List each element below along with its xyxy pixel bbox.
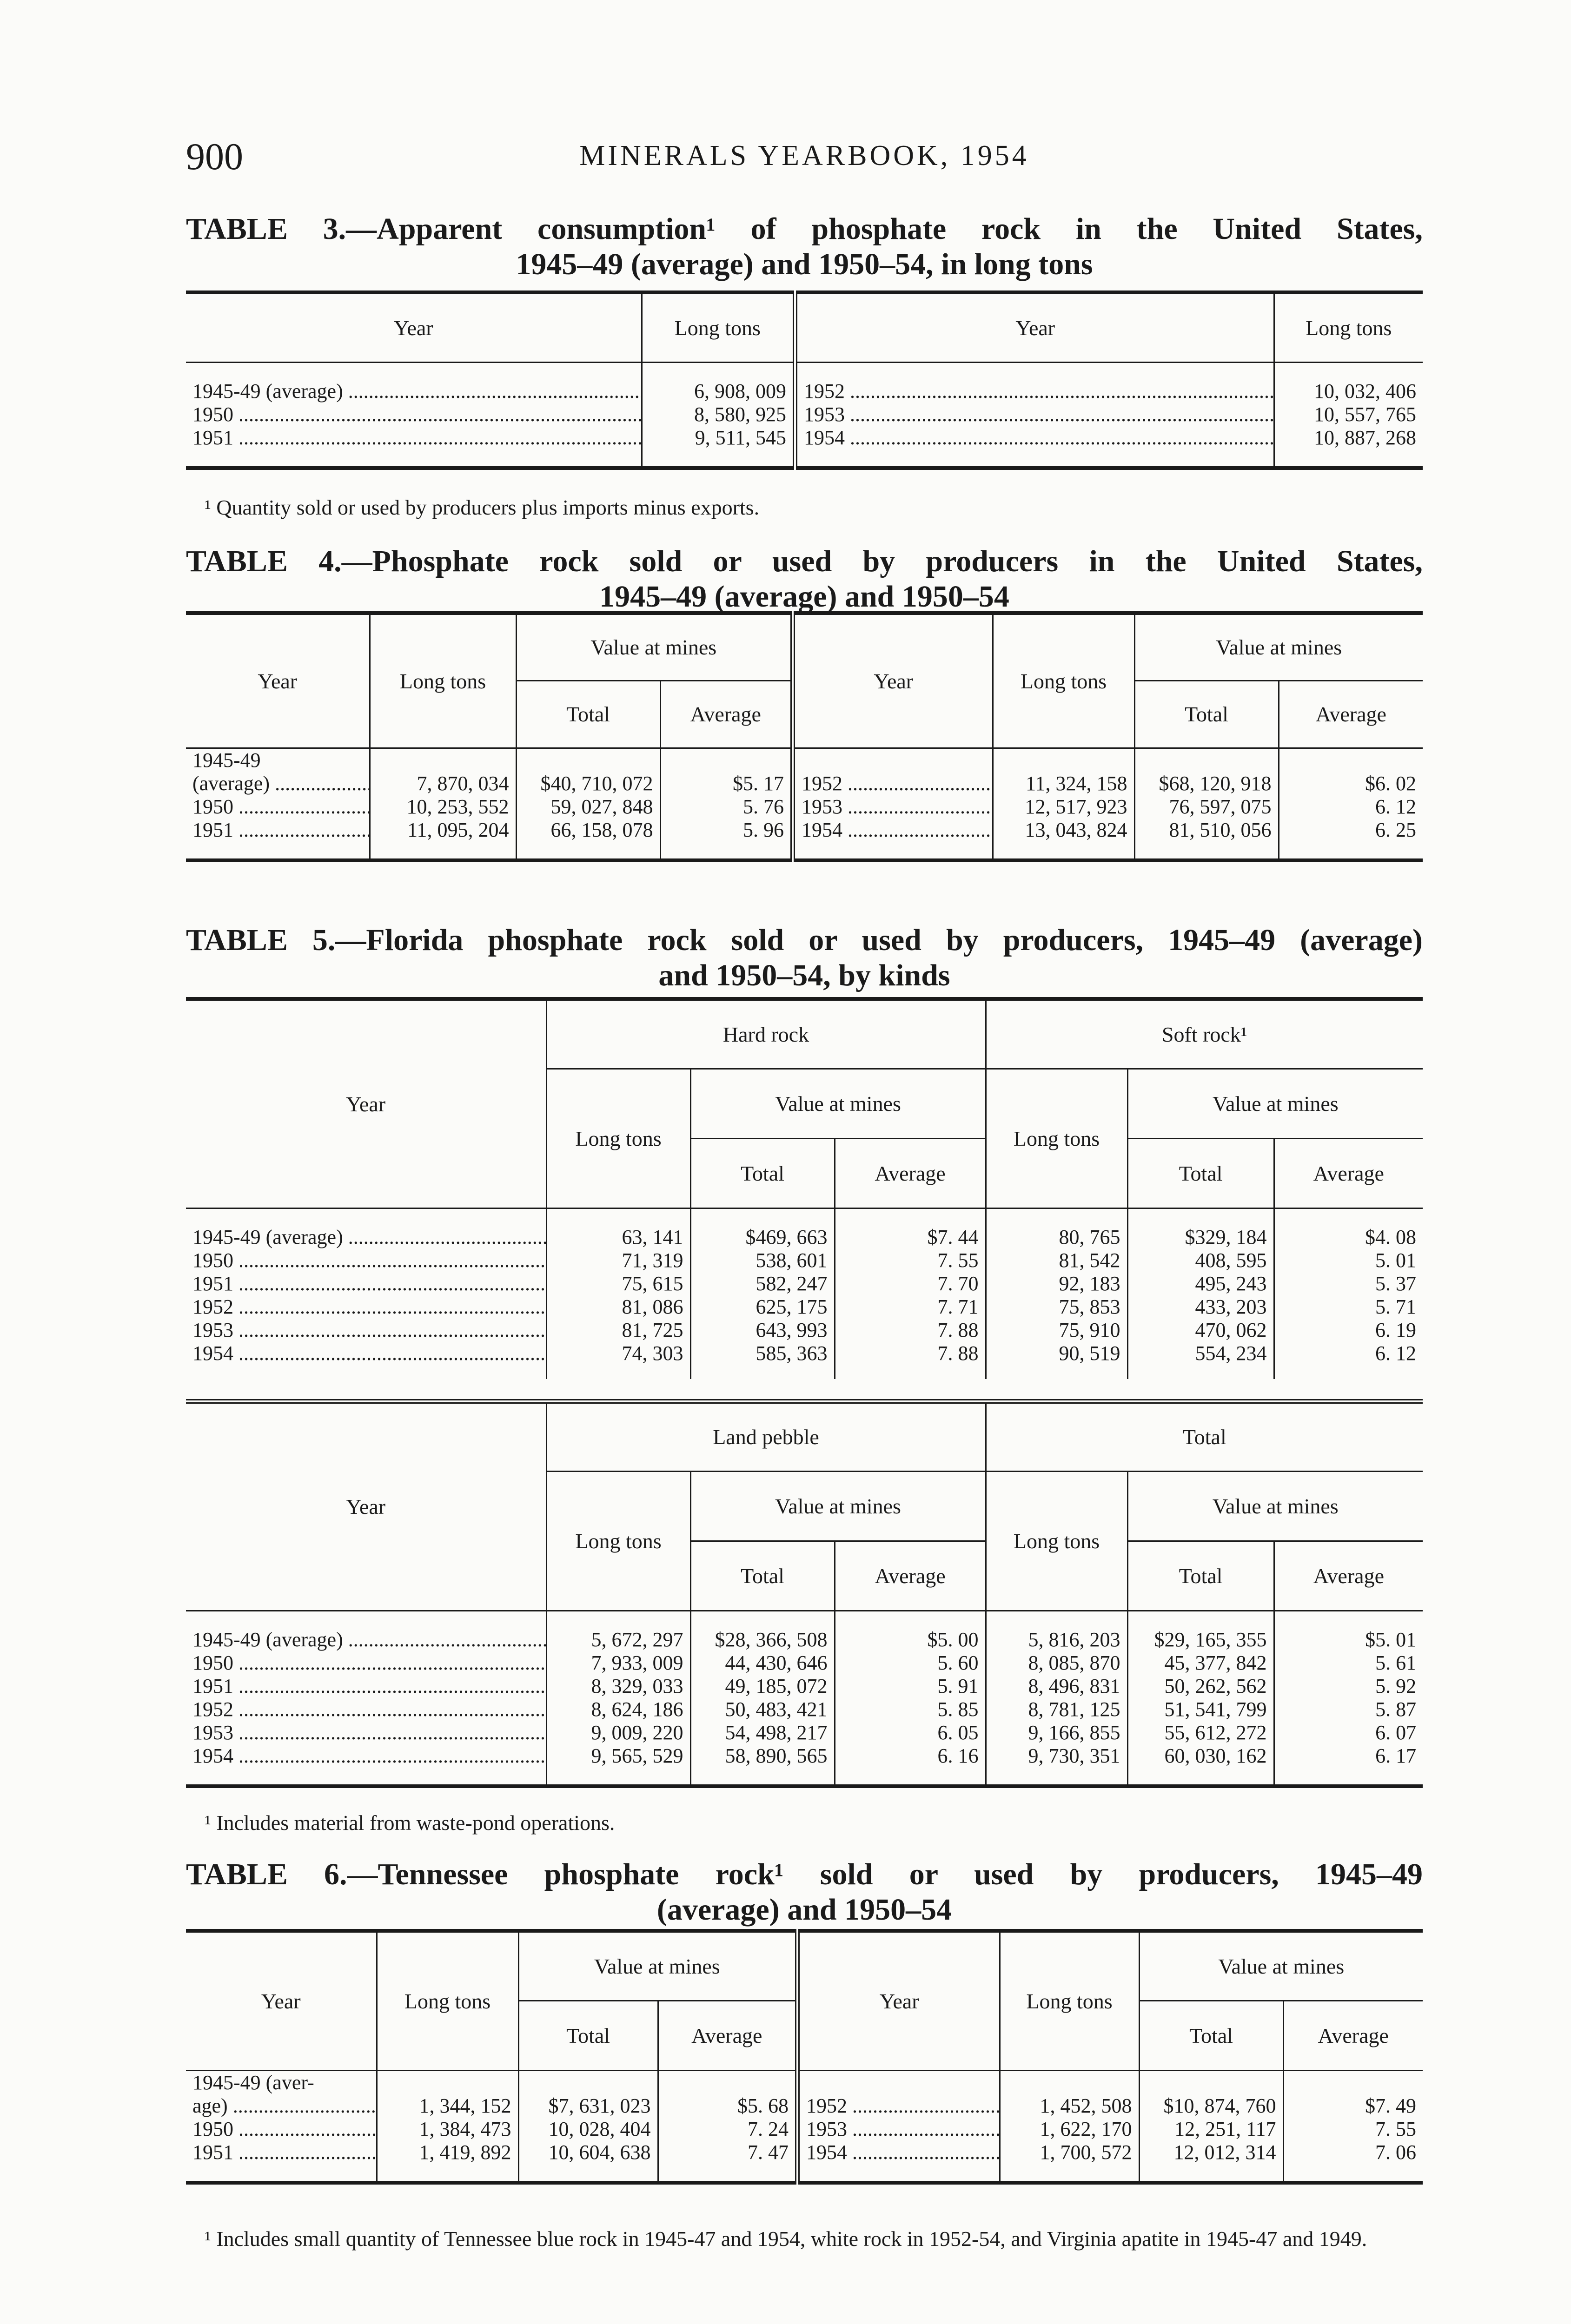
table5-part2-l-tons: 5, 672, 297: [546, 1628, 690, 1651]
table3-left-tons: 8, 580, 925: [642, 403, 795, 426]
table4-header-value-right: Value at mines: [1134, 613, 1423, 680]
table-row: [186, 403, 1423, 426]
table6-left-average: 7. 24: [658, 2118, 797, 2141]
table3-caption: [186, 211, 1423, 282]
table4-right-average: 6. 12: [1375, 795, 1416, 818]
table4-left-year: [186, 795, 370, 819]
table-row: [186, 1342, 1423, 1365]
table4-left-year: [186, 819, 370, 842]
table5-part1-h-average: 7. 71: [835, 1295, 986, 1319]
table6-right-year: [797, 2118, 1000, 2141]
table4-header-year-right: Year: [793, 613, 993, 748]
table5-part2-l-total: 54, 498, 217: [690, 1721, 835, 1744]
table5-part1-s-tons: 75, 853: [986, 1295, 1127, 1319]
table6-header-year-left: Year: [186, 1931, 377, 2070]
table4-caption: [186, 544, 1423, 614]
table5-part1-h-tons: 75, 615: [546, 1272, 690, 1295]
table5-part2-l-total: 58, 890, 565: [690, 1744, 835, 1768]
table4-right-year-text: 1954 .....: [802, 819, 993, 841]
table6-empty-cell: [377, 2070, 518, 2094]
table5-part1-h-total: 582, 247: [690, 1272, 835, 1295]
table6-right-tons: 1, 622, 170: [1000, 2118, 1139, 2141]
table3-right-year: [795, 403, 1274, 426]
table-row: [186, 2070, 1423, 2094]
table6-empty-cell: [797, 2070, 1000, 2094]
table6-left-year: [186, 2141, 377, 2164]
table6-right-tons: 1, 452, 508: [1000, 2094, 1139, 2118]
table4-right-year: [793, 795, 993, 819]
table5-part2-l-total: 50, 483, 421: [690, 1698, 835, 1721]
table-row: [186, 748, 1423, 772]
table-row: [186, 2094, 1423, 2118]
table6-right-year-text: 1953 .....: [806, 2118, 1000, 2140]
table5-part2-l-average: 6. 05: [835, 1721, 986, 1744]
table4-left-year-text: 1950 .....: [192, 795, 370, 818]
table6-header-avg-right: Average: [1318, 2023, 1389, 2047]
table6-caption: [186, 1857, 1423, 1928]
table5-part1-year-text: 1950 .....: [192, 1249, 546, 1272]
table5-part2-t-average: 5. 92: [1375, 1674, 1417, 1697]
table5-part2-year-text: 1952 .....: [192, 1698, 546, 1721]
table4-header-total-right: Total: [1134, 680, 1279, 748]
table3: [186, 290, 1423, 470]
table-row: [186, 380, 1423, 403]
page-number: 900: [186, 135, 243, 178]
table5-part1-s-average: 6. 12: [1375, 1341, 1417, 1365]
table5b-header-total-tons: Long tons: [986, 1471, 1127, 1611]
table4-header-tons-left: Long tons: [370, 613, 516, 748]
table5a-header-soft-tons: Long tons: [986, 1069, 1127, 1208]
table4-left-year-text: 1951 .....: [192, 819, 370, 841]
table5-part1-year-text: 1954 .....: [192, 1342, 546, 1365]
table6-left-year-text: age) .....: [192, 2094, 377, 2117]
table3-right-year-text: 1954 .....: [804, 426, 1274, 449]
table5b-header-land-avg: Average: [835, 1541, 986, 1611]
table-row: [186, 1721, 1423, 1744]
table5-part2-year-text: 1951 .....: [192, 1675, 546, 1697]
table4-caption-line2: 1945–49 (average) and 1950–54: [599, 580, 1009, 614]
table6-empty-cell: [518, 2070, 658, 2094]
table5a-header-hard-value: Value at mines: [690, 1069, 986, 1138]
table5-part1-s-total: 495, 243: [1127, 1272, 1274, 1295]
table-row: [186, 2118, 1423, 2141]
table5-part2-year: [186, 1651, 546, 1675]
table6-header-tons-left: Long tons: [377, 1931, 518, 2070]
table-row: [186, 2141, 1423, 2164]
table5b-header-land-pebble: Land pebble: [546, 1401, 986, 1471]
table5-part1-h-tons: 81, 086: [546, 1295, 690, 1319]
table5-part2-l-tons: 9, 565, 529: [546, 1744, 690, 1768]
table5-part2-year-text: 1953 .....: [192, 1721, 546, 1744]
table6-empty-cell: [1000, 2070, 1139, 2094]
table5-part1-year: [186, 1272, 546, 1295]
table5-part2-body: [186, 1611, 1423, 1768]
table-row: [186, 1744, 1423, 1768]
table5-part2-l-tons: 9, 009, 220: [546, 1721, 690, 1744]
table5-part1-s-tons: 92, 183: [986, 1272, 1127, 1295]
table5-part1-s-total: 470, 062: [1127, 1319, 1274, 1342]
table6-right-average: 7. 55: [1375, 2117, 1416, 2140]
table5-part1-s-tons: 75, 910: [986, 1319, 1127, 1342]
table5a-header-soft-rock: Soft rock¹: [986, 999, 1423, 1069]
table5-part1-s-total: 408, 595: [1127, 1249, 1274, 1272]
table6-header-year-right: Year: [797, 1931, 1000, 2070]
table4-empty-cell: [516, 748, 660, 772]
table5-part2-t-average: 6. 07: [1375, 1721, 1417, 1744]
table5-part2-t-total: 51, 541, 799: [1127, 1698, 1274, 1721]
table6-left-total: 10, 604, 638: [518, 2141, 658, 2164]
table5-part1-s-total: 554, 234: [1127, 1342, 1274, 1365]
table4-left-tons: 11, 095, 204: [370, 819, 516, 842]
table5-part1-year-text: 1951 .....: [192, 1272, 546, 1295]
table5a-header-soft-value: Value at mines: [1127, 1069, 1423, 1138]
table6-header-total-left: Total: [518, 2000, 658, 2070]
table4-empty-cell: [1134, 748, 1279, 772]
table5-part1-h-total: 643, 993: [690, 1319, 835, 1342]
table5-part2-l-tons: 8, 329, 033: [546, 1675, 690, 1698]
table5-part1-s-average: 5. 37: [1375, 1272, 1417, 1295]
table5a-header-hard-tons: Long tons: [546, 1069, 690, 1208]
table5-part1-h-tons: 74, 303: [546, 1342, 690, 1365]
table4-left-year: [186, 772, 370, 795]
table5-part1-s-average: $4. 08: [1365, 1225, 1417, 1248]
table3-footnote: ¹ Quantity sold or used by producers plus imports minus exports.: [205, 495, 760, 519]
table6-header-avg-left: Average: [658, 2000, 797, 2070]
table5-part1-year-text: 1952 .....: [192, 1295, 546, 1318]
table5-part1-s-tons: 81, 542: [986, 1249, 1127, 1272]
table5-part2-l-average: 5. 85: [835, 1698, 986, 1721]
table5-caption-line2: and 1950–54, by kinds: [658, 958, 950, 992]
table3-header-year-left: Year: [186, 292, 642, 362]
table6-left-year: [186, 2094, 377, 2118]
table4-left-year-text: (average) .....: [192, 772, 370, 795]
table5a-header-hard-total: Total: [690, 1138, 835, 1208]
table4-header-total-left: Total: [516, 680, 660, 748]
table4-left-total: 59, 027, 848: [516, 795, 660, 819]
table4-header-year-left: Year: [186, 613, 370, 748]
table5-part2-t-average: 5. 61: [1375, 1651, 1417, 1674]
table-row: [186, 1675, 1423, 1698]
table5-part2-t-tons: 5, 816, 203: [986, 1628, 1127, 1651]
table5-part2-t-average: 6. 17: [1375, 1744, 1417, 1767]
table4-header-tons-right: Long tons: [993, 613, 1134, 748]
table6-header-value-right: Value at mines: [1139, 1931, 1423, 2000]
table5-part1-s-total: 433, 203: [1127, 1295, 1274, 1319]
table4-right-total: 81, 510, 056: [1134, 819, 1279, 842]
table5-part2-l-total: 44, 430, 646: [690, 1651, 835, 1675]
table-row: [186, 1628, 1423, 1651]
table5-part1-s-tons: 90, 519: [986, 1342, 1127, 1365]
table5-footnote: ¹ Includes material from waste-pond operations.: [205, 1811, 615, 1835]
table6-left-average: 7. 47: [658, 2141, 797, 2164]
table-row: [186, 772, 1423, 795]
table6: [186, 1929, 1423, 2185]
table3-left-tons: 9, 511, 545: [642, 426, 795, 449]
table3-left-year: [186, 426, 642, 449]
table4-left-total: $40, 710, 072: [516, 772, 660, 795]
table3-header-tons-right: Long tons: [1274, 292, 1423, 362]
table5-part2-l-tons: 8, 624, 186: [546, 1698, 690, 1721]
table6-empty-cell: [1283, 2070, 1423, 2094]
table6-right-year: [797, 2094, 1000, 2118]
table5-part2-l-total: $28, 366, 508: [690, 1628, 835, 1651]
table5-part1-h-total: 538, 601: [690, 1249, 835, 1272]
table6-right-year: [797, 2141, 1000, 2164]
table5-part2-year: [186, 1628, 546, 1651]
table6-header-total-right: Total: [1139, 2000, 1283, 2070]
table5-part1-year: [186, 1226, 546, 1249]
table5-part1-s-average: 6. 19: [1375, 1318, 1417, 1341]
table5-part1-year: [186, 1342, 546, 1365]
table3-left-year-text: 1945-49 (average) .....: [192, 380, 642, 403]
table4: [186, 611, 1423, 862]
table-row: [186, 1651, 1423, 1675]
table3-caption-line1: TABLE 3.—Apparent consumption¹ of phosphate rock in the United States,: [186, 212, 1423, 246]
table4-left-year-line1: 1945-49: [186, 748, 370, 772]
table5-caption-line1: TABLE 5.—Florida phosphate rock sold or used by producers, 1945–49 (average): [186, 923, 1423, 957]
table6-left-year-line1: 1945-49 (aver-: [186, 2070, 377, 2094]
table5-part2-t-average: $5. 01: [1365, 1628, 1417, 1651]
table5b-header-total: Total: [986, 1401, 1423, 1471]
table5-part1-h-average: 7. 88: [835, 1342, 986, 1365]
table5-part2-t-average: 5. 87: [1375, 1697, 1417, 1721]
table4-right-tons: 13, 043, 824: [993, 819, 1134, 842]
table5-part1-h-total: $469, 663: [690, 1226, 835, 1249]
table5-part2-l-total: 49, 185, 072: [690, 1675, 835, 1698]
table-row: [186, 795, 1423, 819]
table-row: [186, 1249, 1423, 1272]
table5-part1-body: [186, 1208, 1423, 1365]
table4-right-year-text: 1952 .....: [802, 772, 993, 795]
table6-left-tons: 1, 419, 892: [377, 2141, 518, 2164]
table3-left-year: [186, 380, 642, 403]
table-row: [186, 1272, 1423, 1295]
table5a-header-soft-avg: Average: [1313, 1161, 1384, 1185]
table4-right-average: $6. 02: [1365, 772, 1416, 795]
table5b-header-land-value: Value at mines: [690, 1471, 986, 1541]
table3-left-year: [186, 403, 642, 426]
table4-empty-cell: [1279, 748, 1423, 772]
table6-body: [186, 2070, 1423, 2164]
table4-empty-cell: [993, 748, 1134, 772]
table4-header-value-left: Value at mines: [516, 613, 793, 680]
table4-right-year: [793, 772, 993, 795]
table6-left-tons: 1, 384, 473: [377, 2118, 518, 2141]
table5-part1-s-average: 5. 71: [1375, 1295, 1417, 1318]
table3-right-year-text: 1952 .....: [804, 380, 1274, 403]
table5-part1-year: [186, 1295, 546, 1319]
table-row: [186, 426, 1423, 449]
table3-header-tons-left: Long tons: [642, 292, 795, 362]
table6-header-value-left: Value at mines: [518, 1931, 797, 2000]
table6-right-total: 12, 251, 117: [1139, 2118, 1283, 2141]
table4-header-avg-right: Average: [1315, 702, 1386, 726]
table5-part1-year-text: 1953 .....: [192, 1319, 546, 1341]
table5-part2-t-tons: 9, 730, 351: [986, 1744, 1127, 1768]
table5-part2-l-tons: 7, 933, 009: [546, 1651, 690, 1675]
table6-right-year-text: 1952 .....: [806, 2094, 1000, 2117]
table4-empty-cell: [660, 748, 793, 772]
table5-part2-t-tons: 8, 496, 831: [986, 1675, 1127, 1698]
table4-left-average: 5. 76: [660, 795, 793, 819]
table6-empty-cell: [1139, 2070, 1283, 2094]
table6-right-total: $10, 874, 760: [1139, 2094, 1283, 2118]
table5b-header-total-total: Total: [1127, 1541, 1274, 1611]
table6-left-year-text: 1951 .....: [192, 2141, 377, 2164]
table6-left-year: [186, 2118, 377, 2141]
table6-right-total: 12, 012, 314: [1139, 2141, 1283, 2164]
table4-right-total: 76, 597, 075: [1134, 795, 1279, 819]
table5-part1: [186, 997, 1423, 1379]
table5-part2-year-text: 1945-49 (average) .....: [192, 1628, 546, 1651]
table6-left-average: $5. 68: [658, 2094, 797, 2118]
table4-left-tons: 7, 870, 034: [370, 772, 516, 795]
table5-part2-t-total: 60, 030, 162: [1127, 1744, 1274, 1768]
table4-left-average: 5. 96: [660, 819, 793, 842]
table6-left-year-text: 1950 .....: [192, 2118, 377, 2140]
table5-part2-t-total: $29, 165, 355: [1127, 1628, 1274, 1651]
table-row: [186, 1295, 1423, 1319]
table5a-header-hard-rock: Hard rock: [546, 999, 986, 1069]
table4-right-average: 6. 25: [1375, 818, 1416, 841]
table5-part1-h-tons: 63, 141: [546, 1226, 690, 1249]
table5-part2-l-average: 5. 60: [835, 1651, 986, 1675]
table5a-header-soft-total: Total: [1127, 1138, 1274, 1208]
table4-right-year: [793, 819, 993, 842]
table3-left-year-text: 1950 .....: [192, 403, 642, 426]
table4-caption-line1: TABLE 4.—Phosphate rock sold or used by producers in the United States,: [186, 544, 1423, 578]
table5-part2-t-total: 50, 262, 562: [1127, 1675, 1274, 1698]
table5-part1-h-average: 7. 70: [835, 1272, 986, 1295]
table5-part1-s-tons: 80, 765: [986, 1226, 1127, 1249]
table4-left-tons: 10, 253, 552: [370, 795, 516, 819]
running-header: [186, 135, 1423, 177]
table5-part2-t-tons: 8, 085, 870: [986, 1651, 1127, 1675]
table4-header-avg-left: Average: [660, 680, 793, 748]
table5-part2-year: [186, 1721, 546, 1744]
table3-left-tons: 6, 908, 009: [642, 380, 795, 403]
table5b-header-land-tons: Long tons: [546, 1471, 690, 1611]
table5a-header-year: Year: [186, 999, 546, 1208]
table5b-header-total-avg: Average: [1313, 1564, 1384, 1588]
table-row: [186, 1319, 1423, 1342]
table5-part1-h-tons: 81, 725: [546, 1319, 690, 1342]
table6-right-average: $7. 49: [1365, 2094, 1416, 2117]
table5-part2-year-text: 1950 .....: [192, 1651, 546, 1674]
table5-part2-l-average: 5. 91: [835, 1675, 986, 1698]
table3-right-tons: 10, 032, 406: [1314, 379, 1416, 403]
table6-empty-cell: [658, 2070, 797, 2094]
table3-right-tons: 10, 887, 268: [1314, 426, 1416, 449]
table4-right-tons: 12, 517, 923: [993, 795, 1134, 819]
table6-header-tons-right: Long tons: [1000, 1931, 1139, 2070]
table5b-header-land-total: Total: [690, 1541, 835, 1611]
table5-part2-year: [186, 1675, 546, 1698]
table-row: [186, 819, 1423, 842]
table-row: [186, 1698, 1423, 1721]
running-title: MINERALS YEARBOOK, 1954: [579, 140, 1029, 172]
table5-part1-s-total: $329, 184: [1127, 1226, 1274, 1249]
table5-part1-year: [186, 1249, 546, 1272]
table6-footnote: ¹ Includes small quantity of Tennessee blue rock in 1945-47 and 1954, white rock in 1952-54, and Virginia apatite in 1945-47 and 1949.: [205, 2227, 1367, 2251]
table5-part1-year-text: 1945-49 (average) .....: [192, 1226, 546, 1248]
table5-part2-t-tons: 8, 781, 125: [986, 1698, 1127, 1721]
table4-right-total: $68, 120, 918: [1134, 772, 1279, 795]
table3-right-year-text: 1953 .....: [804, 403, 1274, 426]
table5-caption: [186, 923, 1423, 993]
table6-left-total: 10, 028, 404: [518, 2118, 658, 2141]
table5-part1-h-tons: 71, 319: [546, 1249, 690, 1272]
table6-caption-line1: TABLE 6.—Tennessee phosphate rock¹ sold or used by producers, 1945–49: [186, 1857, 1423, 1891]
table4-right-tons: 11, 324, 158: [993, 772, 1134, 795]
table5-part2-l-average: $5. 00: [835, 1628, 986, 1651]
table5-part2-l-average: 6. 16: [835, 1744, 986, 1768]
table5-part2: [186, 1399, 1423, 1788]
table4-left-total: 66, 158, 078: [516, 819, 660, 842]
table6-right-tons: 1, 700, 572: [1000, 2141, 1139, 2164]
table6-caption-line2: (average) and 1950–54: [656, 1893, 952, 1927]
table5-part2-year: [186, 1698, 546, 1721]
table4-empty-cell: [793, 748, 993, 772]
table5a-header-hard-avg: Average: [835, 1138, 986, 1208]
table5-part2-t-total: 45, 377, 842: [1127, 1651, 1274, 1675]
table5-part1-h-average: 7. 55: [835, 1249, 986, 1272]
table4-right-year-text: 1953 .....: [802, 795, 993, 818]
table5b-header-total-value: Value at mines: [1127, 1471, 1423, 1541]
table5-part1-h-total: 585, 363: [690, 1342, 835, 1365]
table5-part1-h-total: 625, 175: [690, 1295, 835, 1319]
table5-part1-h-average: 7. 88: [835, 1319, 986, 1342]
table6-right-year-text: 1954 .....: [806, 2141, 1000, 2164]
table5-part2-year-text: 1954 .....: [192, 1744, 546, 1767]
table3-body: [186, 380, 1423, 449]
table3-header-year-right: Year: [795, 292, 1274, 362]
table4-body: [186, 748, 1423, 842]
table3-caption-line2: 1945–49 (average) and 1950–54, in long tons: [516, 247, 1093, 281]
table3-left-year-text: 1951 .....: [192, 426, 642, 449]
table4-left-average: $5. 17: [660, 772, 793, 795]
table5-part2-t-total: 55, 612, 272: [1127, 1721, 1274, 1744]
table3-right-year: [795, 380, 1274, 403]
table3-right-year: [795, 426, 1274, 449]
table-row: [186, 1226, 1423, 1249]
table3-right-tons: 10, 557, 765: [1314, 403, 1416, 426]
table5-part1-h-average: $7. 44: [835, 1226, 986, 1249]
table5-part2-t-tons: 9, 166, 855: [986, 1721, 1127, 1744]
table4-empty-cell: [370, 748, 516, 772]
table6-right-average: 7. 06: [1375, 2140, 1416, 2164]
table5b-header-year: Year: [186, 1401, 546, 1611]
table5-part1-s-average: 5. 01: [1375, 1248, 1417, 1272]
table5-part1-year: [186, 1319, 546, 1342]
table6-left-total: $7, 631, 023: [518, 2094, 658, 2118]
table6-left-tons: 1, 344, 152: [377, 2094, 518, 2118]
table5-part2-year: [186, 1744, 546, 1768]
